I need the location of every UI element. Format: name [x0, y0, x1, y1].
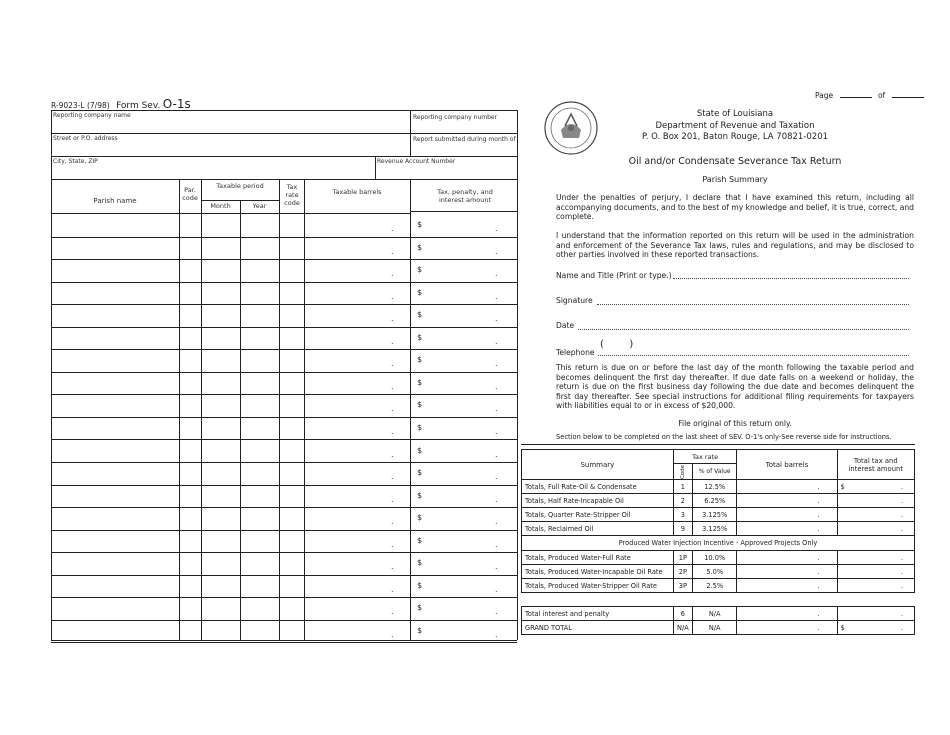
barrels-dot: . — [817, 553, 820, 562]
parish-row[interactable] — [51, 282, 517, 305]
summary-row-code: 2P — [673, 565, 692, 579]
grand-dollar: $ — [840, 623, 845, 632]
department-name: Department of Revenue and Taxation — [655, 120, 815, 131]
parish-row[interactable] — [51, 394, 517, 417]
parish-row[interactable] — [51, 417, 517, 440]
page-of-label: of — [877, 91, 886, 100]
file-original-note: File original of this return only. — [678, 419, 792, 428]
col-year: Year — [252, 202, 267, 210]
reporting-company-number-field[interactable] — [411, 120, 516, 132]
amount-dot: . — [900, 496, 903, 505]
amount-decimal: . — [495, 562, 498, 572]
summary-row — [522, 522, 915, 536]
grand-total-amount-field[interactable] — [837, 621, 914, 635]
summary-amount-field[interactable] — [837, 579, 914, 593]
grand-barrels-dot: . — [817, 623, 820, 632]
amount-decimal: . — [495, 472, 498, 482]
amount-decimal: . — [495, 449, 498, 459]
declaration-paragraph-1: Under the penalties of perjury, I declare that I have examined this return, including all accompanying documents, and to the best of my knowledge and belief, it is true, correct, and complete. — [556, 193, 914, 222]
amount-decimal: . — [495, 404, 498, 414]
barrels-decimal: . — [391, 629, 394, 639]
interest-barrels-dot: . — [817, 609, 820, 618]
summary-row-code: 3P — [673, 579, 692, 593]
summary-barrels-field[interactable] — [737, 522, 837, 536]
page-total-field[interactable] — [892, 97, 924, 98]
page-title: Oil and/or Condensate Severance Tax Return — [628, 156, 842, 167]
parish-row[interactable] — [51, 214, 517, 237]
summary-row — [522, 480, 915, 494]
amount-decimal: . — [495, 539, 498, 549]
amount-decimal: . — [495, 359, 498, 369]
date-field[interactable] — [578, 329, 909, 330]
revenue-account-field[interactable] — [376, 164, 516, 178]
col-taxable-barrels: Taxable barrels — [332, 188, 382, 196]
interest-label: Total interest and penalty — [522, 607, 674, 621]
reporting-company-name-label: Reporting company name — [53, 112, 131, 119]
barrels-dot: . — [817, 482, 820, 491]
col-parish-name: Parish name — [93, 197, 137, 205]
grand-amount-dot: . — [900, 623, 903, 632]
form-title-code: O-1s — [162, 97, 191, 111]
summary-barrels-field[interactable] — [737, 565, 837, 579]
parish-row[interactable] — [51, 530, 517, 553]
city-state-zip-field[interactable] — [51, 164, 374, 178]
page-label: Page — [815, 91, 834, 100]
reporting-company-number-label: Reporting company number — [413, 114, 498, 121]
summary-amount-field[interactable] — [837, 522, 914, 536]
report-submitted-field[interactable] — [411, 142, 516, 155]
amount-dot: . — [900, 581, 903, 590]
summary-header: Summary — [522, 450, 674, 480]
amount-dollar-sign: $ — [417, 558, 423, 568]
amount-dollar-sign: $ — [417, 377, 423, 387]
summary-row-label: Totals, Produced Water-Incapable Oil Rate — [522, 565, 674, 579]
amount-decimal: . — [495, 426, 498, 436]
parish-detail-form — [51, 110, 517, 640]
amount-dot: . — [900, 482, 903, 491]
amount-dollar-sign: $ — [417, 445, 423, 455]
summary-row — [522, 551, 915, 565]
barrels-dot: . — [817, 524, 820, 533]
state-name: State of Louisiana — [696, 109, 774, 119]
summary-row-label: Totals, Reclaimed Oil — [522, 522, 674, 536]
report-submitted-label: Report submitted during month of — [413, 136, 516, 143]
barrels-decimal: . — [391, 246, 394, 256]
grand-total-code: N/A — [673, 621, 692, 635]
amount-dollar-sign: $ — [417, 310, 423, 320]
form-id — [51, 97, 191, 111]
amount-dot: . — [900, 553, 903, 562]
barrels-decimal: . — [391, 584, 394, 594]
barrels-decimal: . — [391, 291, 394, 301]
interest-code: 6 — [673, 607, 692, 621]
summary-row-label: Totals, Produced Water-Stripper Oil Rate — [522, 579, 674, 593]
barrels-decimal: . — [391, 517, 394, 527]
grand-total-barrels-field[interactable] — [737, 621, 837, 635]
barrels-dot: . — [817, 510, 820, 519]
parish-row[interactable] — [51, 552, 517, 575]
summary-amount-field[interactable] — [837, 494, 914, 508]
due-date-paragraph: This return is due on or before the last day of the month following the taxable period and becomes delinquent the first day thereafter. If due date falls on a weekend or holiday, the return is due on the first business day following the due date and becomes delinquent the first day thereafter. See special instructions for additional filing requirements for taxpayers with liabilities equal to or in excess of $20,000. — [556, 363, 914, 411]
telephone-label: Telephone — [556, 348, 595, 357]
amount-decimal: . — [495, 336, 498, 346]
tax-rate-header: Tax rate — [673, 450, 737, 464]
parish-row[interactable] — [51, 304, 517, 327]
amount-decimal: . — [495, 314, 498, 324]
summary-row — [522, 565, 915, 579]
interest-pct: N/A — [693, 607, 737, 621]
summary-table — [521, 449, 915, 635]
parish-row[interactable] — [51, 259, 517, 282]
street-address-label: Street or P.O. address — [53, 135, 118, 142]
parish-row[interactable] — [51, 327, 517, 350]
signature-label: Signature — [556, 296, 593, 305]
form-title-prefix: Form Sev. — [116, 101, 161, 111]
amount-dollar-sign: $ — [417, 332, 423, 342]
section-below-note: Section below to be completed on the last sheet of SEV. O-1's only-See reverse side for instructions. — [556, 433, 892, 441]
amount-dollar-sign: $ — [417, 422, 423, 432]
summary-row-label: Totals, Produced Water-Full Rate — [522, 551, 674, 565]
barrels-decimal: . — [391, 449, 394, 459]
amount-dollar-sign: $ — [417, 580, 423, 590]
summary-row-pct: 3.125% — [693, 508, 737, 522]
amount-decimal: . — [495, 629, 498, 639]
summary-row-pct: 12.5% — [693, 480, 737, 494]
state-seal-icon — [543, 100, 599, 156]
summary-row-code: 3 — [673, 508, 692, 522]
barrels-dot: . — [817, 567, 820, 576]
summary-amount-field[interactable] — [837, 480, 914, 494]
amount-decimal: . — [495, 517, 498, 527]
amount-decimal: . — [495, 246, 498, 256]
grand-total-label: GRAND TOTAL — [522, 621, 674, 635]
col-tax-rate-code: Tax rate code — [284, 183, 300, 207]
parish-row[interactable] — [51, 597, 517, 620]
grand-total-row — [522, 621, 915, 635]
name-title-field[interactable] — [673, 278, 909, 279]
barrels-dot: . — [817, 496, 820, 505]
page-subtitle: Parish Summary — [702, 175, 768, 184]
parish-row[interactable] — [51, 575, 517, 598]
page-indicator — [815, 91, 924, 100]
code-header: Code — [679, 464, 686, 479]
barrels-decimal: . — [391, 269, 394, 279]
summary-row-code: 1 — [673, 480, 692, 494]
col-taxable-period: Taxable period — [216, 182, 264, 190]
summary-row — [522, 508, 915, 522]
summary-row-code: 2 — [673, 494, 692, 508]
summary-barrels-field[interactable] — [737, 551, 837, 565]
amount-dollar-sign: $ — [417, 355, 423, 365]
street-address-field[interactable] — [51, 141, 409, 155]
summary-row-pct: 2.5% — [693, 579, 737, 593]
agency-header — [600, 109, 870, 144]
name-title-label: Name and Title (Print or type.) — [556, 271, 672, 280]
amount-decimal: . — [495, 291, 498, 301]
summary-row-pct: 5.0% — [693, 565, 737, 579]
amount-decimal: . — [495, 607, 498, 617]
city-state-zip-label: City, State, ZIP — [53, 158, 98, 165]
barrels-decimal: . — [391, 607, 394, 617]
amount-decimal: . — [495, 224, 498, 233]
total-tax-header: Total tax and interest amount — [837, 450, 914, 480]
summary-row-label: Totals, Half Rate-Incapable Oil — [522, 494, 674, 508]
barrels-dot: . — [817, 581, 820, 590]
amount-decimal: . — [495, 381, 498, 391]
amount-dollar-sign: $ — [417, 513, 423, 523]
col-tax-penalty-amount: Tax, penalty, and interest amount — [437, 188, 493, 204]
col-par-code: Par. code — [182, 186, 198, 202]
summary-barrels-field[interactable] — [737, 579, 837, 593]
interest-row — [522, 607, 915, 621]
amount-dollar-sign: $ — [417, 468, 423, 478]
amount-dollar-sign: $ — [417, 242, 423, 252]
parish-row[interactable] — [51, 485, 517, 508]
parish-row[interactable] — [51, 440, 517, 463]
summary-amount-field[interactable] — [837, 551, 914, 565]
amount-dollar-sign: $ — [417, 220, 423, 229]
total-barrels-header: Total barrels — [737, 450, 837, 480]
summary-row-label: Totals, Quarter Rate-Stripper Oil — [522, 508, 674, 522]
interest-amount-field[interactable] — [837, 607, 914, 621]
parish-row[interactable] — [51, 507, 517, 530]
barrels-decimal: . — [391, 472, 394, 482]
barrels-decimal: . — [391, 404, 394, 414]
summary-row — [522, 579, 915, 593]
col-month: Month — [210, 202, 231, 210]
interest-amount-dot: . — [900, 609, 903, 618]
amount-dot: . — [900, 567, 903, 576]
parish-row[interactable] — [51, 372, 517, 395]
amount-dollar-sign: $ — [417, 287, 423, 297]
amount-decimal: . — [495, 494, 498, 504]
barrels-decimal: . — [391, 224, 394, 233]
parish-row[interactable] — [51, 349, 517, 372]
interest-barrels-field[interactable] — [737, 607, 837, 621]
signature-field[interactable] — [597, 304, 909, 305]
telephone-field[interactable] — [598, 355, 909, 356]
amount-dollar-sign: $ — [417, 400, 423, 410]
revenue-account-label: Revenue Account Number — [377, 158, 456, 165]
summary-row-pct: 10.0% — [693, 551, 737, 565]
amount-decimal: . — [495, 269, 498, 279]
summary-row-pct: 3.125% — [693, 522, 737, 536]
declaration-paragraph-2: I understand that the information reported on this return will be used in the administration and enforcement of the Severance Tax laws, rules and regulations, and may be disclosed to other parties involved in these reported transactions. — [556, 231, 914, 260]
amount-dollar-sign: $ — [417, 535, 423, 545]
amount-dollar-sign: $ — [417, 490, 423, 500]
department-address: P. O. Box 201, Baton Rouge, LA 70821-0201 — [641, 132, 829, 142]
grand-total-pct: N/A — [693, 621, 737, 635]
parish-row[interactable] — [51, 620, 517, 643]
amount-decimal: . — [495, 584, 498, 594]
summary-row — [522, 494, 915, 508]
parish-row[interactable] — [51, 462, 517, 485]
summary-amount-field[interactable] — [837, 565, 914, 579]
summary-amount-field[interactable] — [837, 508, 914, 522]
telephone-area-code: ( ) — [600, 339, 634, 350]
barrels-decimal: . — [391, 359, 394, 369]
barrels-decimal: . — [391, 539, 394, 549]
summary-barrels-field[interactable] — [737, 508, 837, 522]
summary-row-pct: 6.25% — [693, 494, 737, 508]
barrels-decimal: . — [391, 426, 394, 436]
amount-dollar: $ — [840, 482, 845, 491]
summary-row-label: Totals, Full Rate-Oil & Condensate — [522, 480, 674, 494]
reporting-company-name-field[interactable] — [51, 118, 409, 132]
amount-dollar-sign: $ — [417, 603, 423, 613]
barrels-decimal: . — [391, 336, 394, 346]
amount-dollar-sign: $ — [417, 625, 423, 635]
page-number-field[interactable] — [840, 97, 872, 98]
barrels-decimal: . — [391, 562, 394, 572]
summary-barrels-field[interactable] — [737, 494, 837, 508]
barrels-decimal: . — [391, 381, 394, 391]
parish-row[interactable] — [51, 237, 517, 260]
form-id-text: R-9023-L (7/98) — [51, 101, 110, 110]
barrels-decimal: . — [391, 314, 394, 324]
amount-dollar-sign: $ — [417, 265, 423, 275]
barrels-decimal: . — [391, 494, 394, 504]
amount-dot: . — [900, 510, 903, 519]
pct-value-header: % of Value — [693, 464, 737, 480]
summary-barrels-field[interactable] — [737, 480, 837, 494]
date-label: Date — [556, 321, 575, 330]
summary-row-code: 9 — [673, 522, 692, 536]
summary-row-code: 1P — [673, 551, 692, 565]
produced-water-header: Produced Water Injection Incentive - Approved Projects Only — [522, 536, 915, 551]
amount-dot: . — [900, 524, 903, 533]
